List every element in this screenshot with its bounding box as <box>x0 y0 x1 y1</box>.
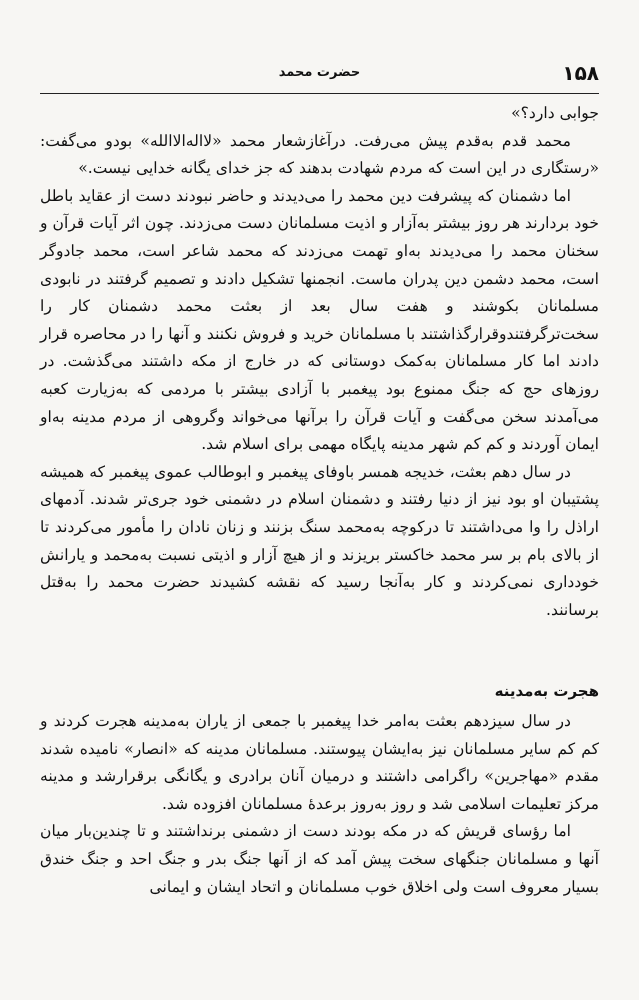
paragraph: اما دشمنان که پیشرفت دین محمد را می‌دیدند و حاضر نبودند دست از عقاید باطل خود بردارند هر روز بیشتر به‌آزار و اذیت مسلمانان دست می‌زدند. چون اثر آیات قرآن و سخنان محمد را می‌دیدند به‌او تهمت می‌زدند که محمد شاعر است، محمد جادوگر است، محمد دشمن دین پدران ماست. انجمنها تشکیل دادند و تصمیم گرفتند در نابودی مسلمانان بکوشند و هفت سال بعد از بعثت محمد دشمنان کار را سخت‌ترگرفتندوقرارگذاشتند با مسلمانان خرید و فروش نکنند و آنها را در محاصره قرار دادند اما کار مسلمانان به‌کمک دوستانی که در خارج از مکه داشتند می‌گذشت. در روزهای حج که جنگ ممنوع بود پیغمبر با آزادی بیشتر با مردمی که به‌زیارت کعبه می‌آمدند سخن می‌گفت و آیات قرآن را برآنها می‌خواند وگروهی از مردم مدینه به‌او ایمان آوردند و کم کم شهر مدینه پایگاه مهمی برای اسلام شد. <box>40 186 599 454</box>
paragraph: در سال دهم بعثت، خدیجه همسر باوفای پیغمبر و ابوطالب عموی پیغمبر که همیشه پشتیبان او بود نیز از دنیا رفتند و دشمنان اسلام در دشمنی خود جری‌تر شدند. آدمهای اراذل را وا می‌داشتند تا درکوچه به‌محمد سنگ بزنند و زنان نادان را مأمور می‌کردند تا از بالای بام بر سر محمد خاکستر بریزند و از هیچ آزار و اذیتی نسبت به‌محمد و یارانش خودداری نمی‌کردند و کار به‌آنجا رسید که نقشه کشیدند حضرت محمد را به‌قتل برسانند. <box>40 462 599 619</box>
paragraph: اما رؤسای قریش که در مکه بودند دست از دشمنی برنداشتند و تا چندین‌بار میان آنها و مسلمانان جنگهای سخت پیش آمد که از آنها جنگ بدر و جنگ احد و جنگ خندق بسیار معروف است ولی اخلاق خوب مسلمانان و اتحاد ایشان و ایمانی <box>40 822 599 896</box>
header-rule <box>40 93 599 94</box>
paragraph: محمد قدم به‌قدم پیش می‌رفت. درآغازشعار محمد «لااله‌الاالله» بودو می‌گفت: «رستگاری در این است که مردم شهادت بدهند که جز خدای یگانه خدایی نیست.» <box>40 131 599 178</box>
running-head: حضرت محمد <box>278 65 361 80</box>
body-text-block-1 <box>40 100 599 624</box>
page-number: ۱۵۸ <box>562 61 599 85</box>
paragraph: در سال سیزدهم بعثت به‌امر خدا پیغمبر با جمعی از یاران به‌مدینه هجرت کردند و کم کم سایر مسلمانان نیز به‌ایشان پیوستند. مسلمانان مدینه که «انصار» نامیده شدند مقدم «مهاجرین» راگرامی داشتند و درمیان آنان برادری و یگانگی برقرارشد و مدینه مرکز تعلیمات اسلامی شد و روز به‌روز برعدهٔ مسلمانان افزوده شد. <box>40 712 599 813</box>
section-heading: هجرت به‌مدینه <box>494 682 599 700</box>
page-header <box>40 60 599 90</box>
body-text-block-2 <box>40 708 599 901</box>
paragraph: جوابی دارد؟» <box>511 104 599 122</box>
